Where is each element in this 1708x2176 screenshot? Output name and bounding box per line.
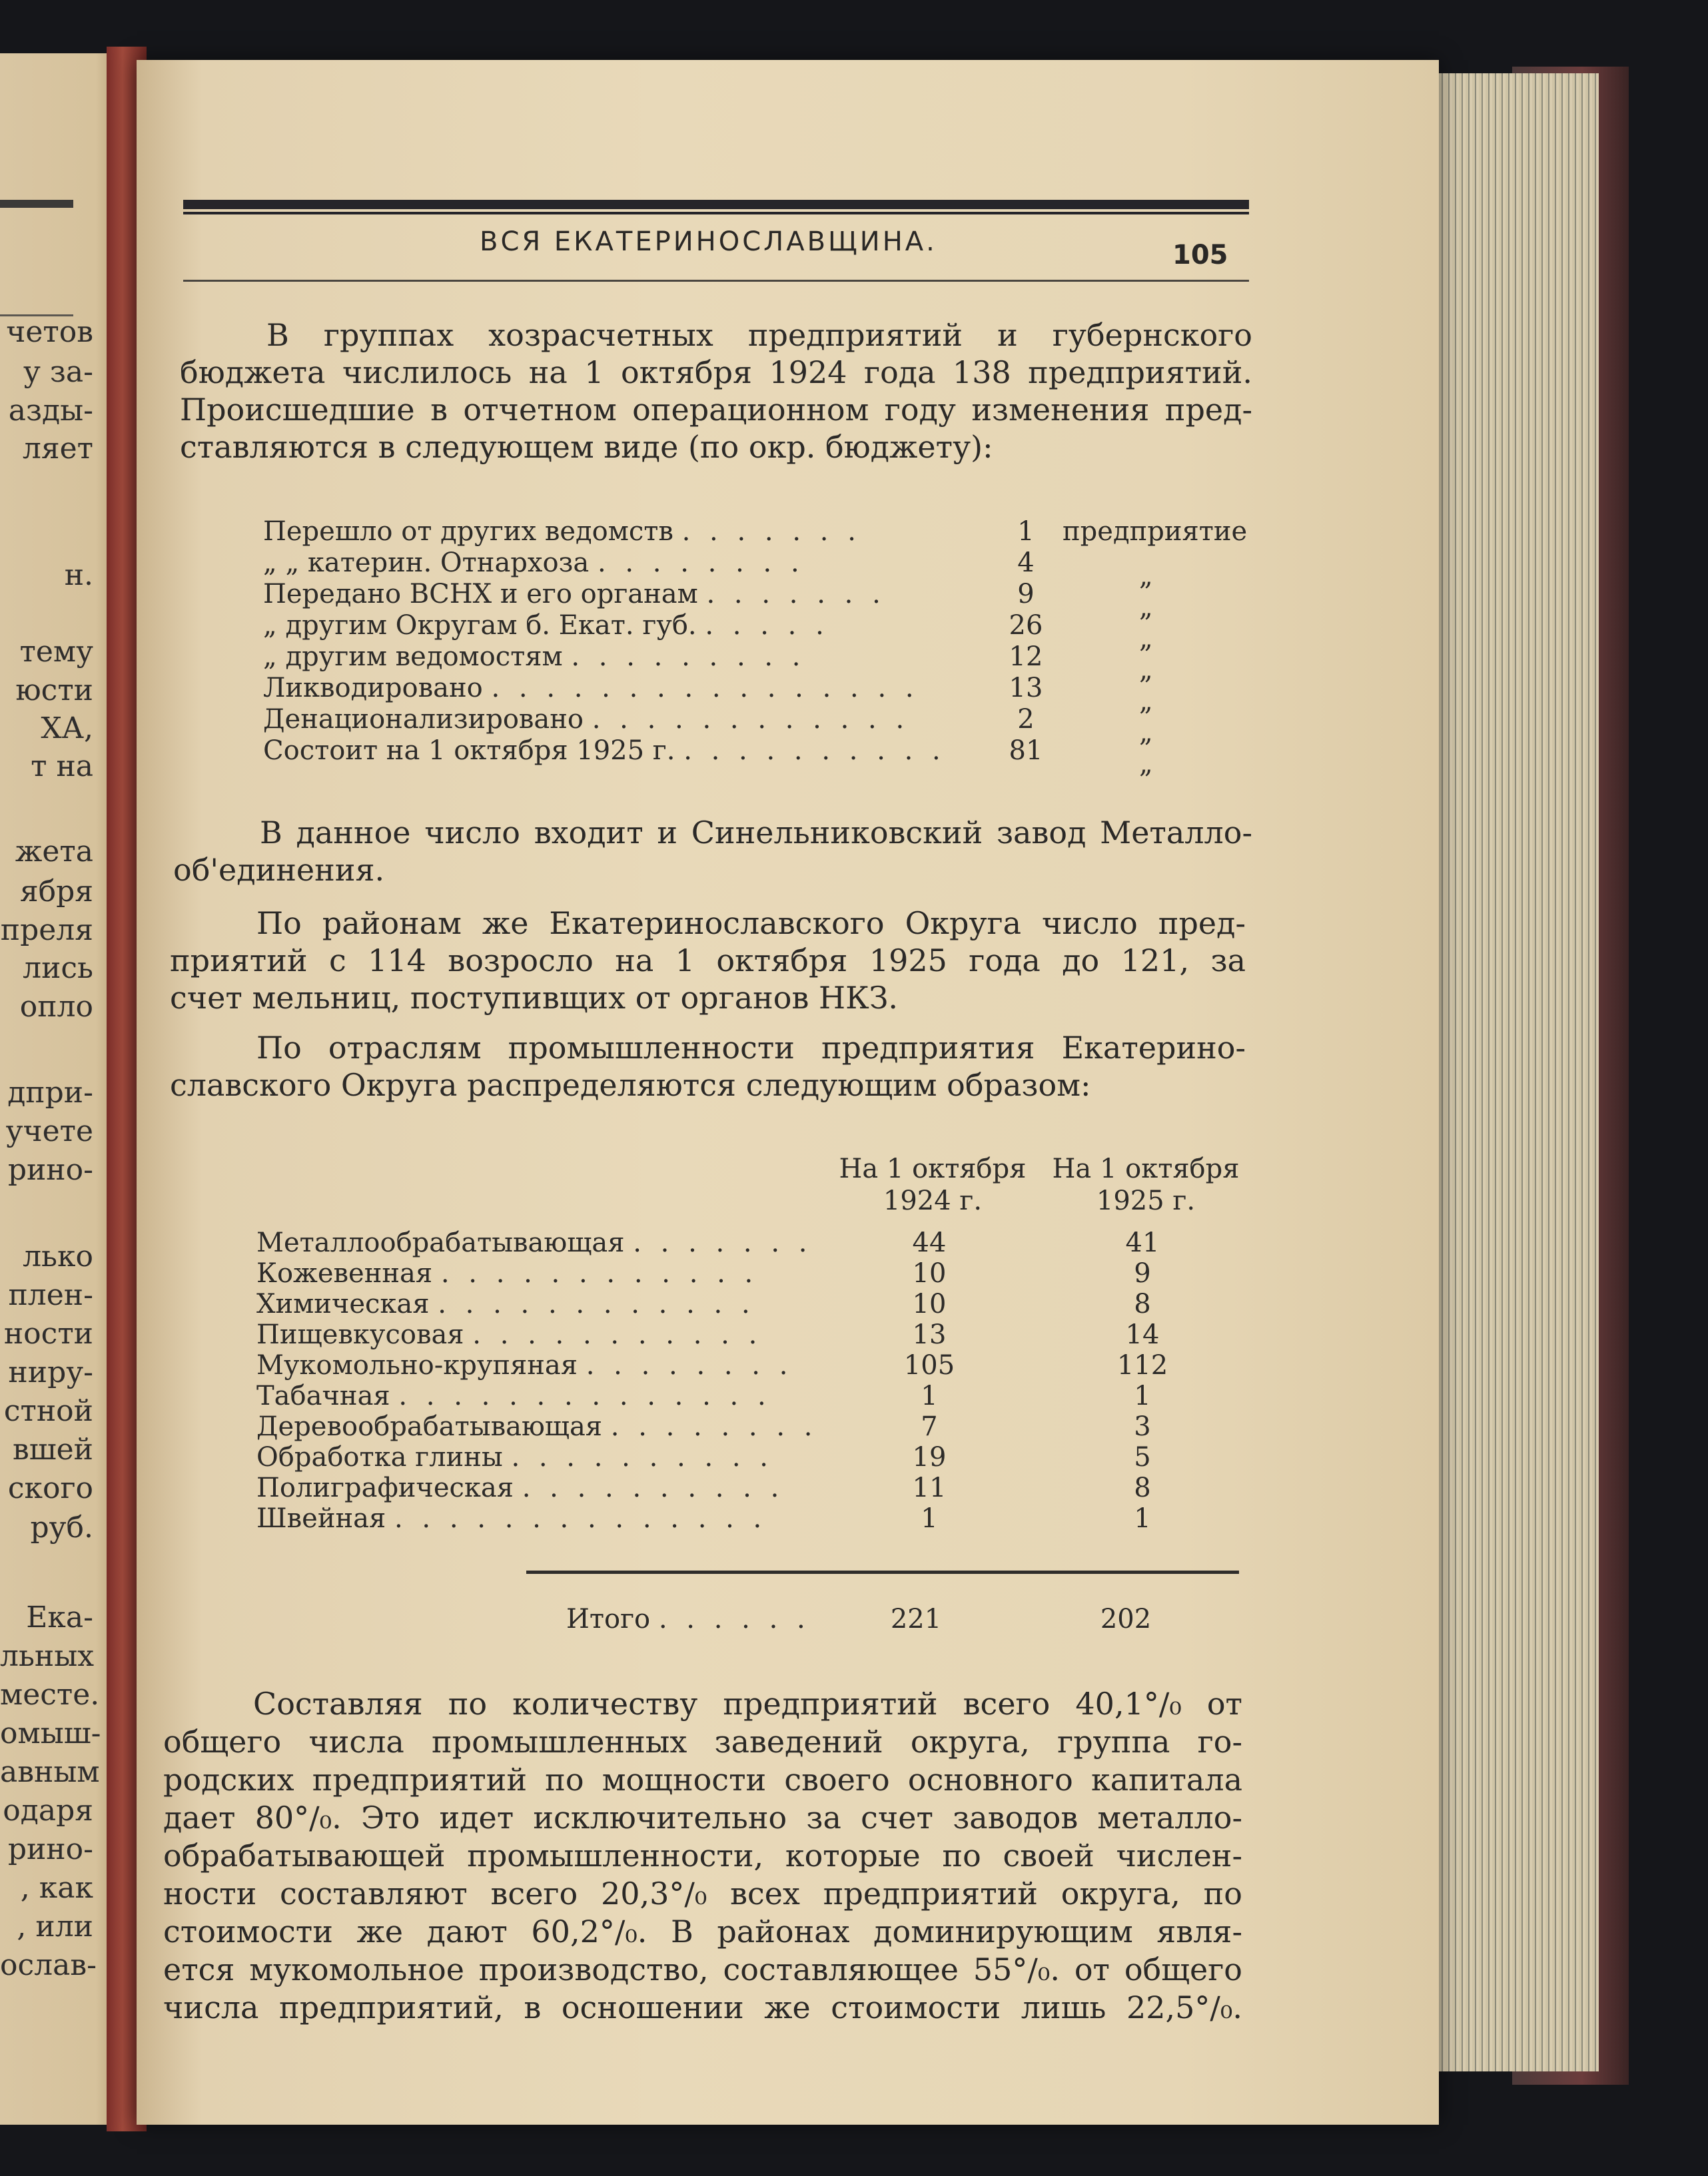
col-1925-header-line-1: На 1 октября [1052,1154,1240,1184]
table-row [256,1381,771,1411]
change-unit: „ [1139,749,1153,779]
closing-paragraph-line: стоимости же дают 60,2°/₀. В районах доминирующим явля- [163,1914,1242,1950]
industry-label: Пищевкусовая [256,1319,464,1350]
industry-label: Полиграфическая [256,1473,514,1503]
change-label: Перешло от других ведомств [263,516,673,547]
industry-label: Химическая [256,1289,430,1319]
table-row [256,1319,762,1350]
leader-dots: . . . . . . . [706,579,886,609]
intro-line-3: Происшедшие в отчетном операционном году изменения пред- [180,392,1252,428]
change-label: Ликводировано [263,673,483,703]
leader-dots: . . . . . . . . . . [511,1442,774,1473]
total-label: Итого . . . . . . [566,1604,811,1634]
change-unit: „ [1139,561,1153,591]
change-value: 4 [1017,547,1035,578]
table-row [256,1258,758,1289]
page-edges [1412,73,1599,2071]
change-unit: „ [1139,655,1153,685]
page-number: 105 [1172,240,1228,270]
value-1924: 44 [912,1228,947,1258]
value-1925: 8 [1134,1289,1151,1319]
left-page-fragment: ослав- [0,1948,97,1982]
industry-label: Швейная [256,1503,386,1534]
change-value: 1 [1017,516,1035,547]
left-page-fragment: лько [23,1240,93,1273]
table-row [256,1411,818,1442]
left-page-fragment: месте. [0,1678,100,1712]
change-value: 2 [1017,704,1035,735]
intro-line-4: ставляются в следующем виде (по окр. бюджету): [180,429,993,465]
change-unit: „ [1139,717,1153,748]
leader-dots: . . . . . . . . . . . . [438,1289,755,1319]
change-row-label [263,610,829,641]
change-unit: предприятие [1063,516,1248,547]
change-value: 12 [1009,641,1043,672]
col-1924-header-line-1: На 1 октября [839,1154,1027,1184]
para2-line-1: В данное число входит и Синельниковский завод Металло- [260,815,1252,851]
value-1925: 112 [1116,1350,1168,1381]
left-page-fragment: стной [3,1394,93,1428]
para2-line-2: об'единения. [173,852,385,888]
leader-dots: . . . . . [705,610,829,641]
leader-dots: . . . . . . . . . . [683,735,946,766]
left-page-fragment: авным [0,1755,100,1789]
table-row [256,1289,755,1319]
intro-line-1: В группах хозрасчетных предприятий и губернского [266,317,1252,353]
value-1925: 8 [1134,1473,1151,1503]
col-1924-header-line-2: 1924 г. [883,1186,983,1216]
left-page-fragment: дпри- [7,1076,93,1110]
value-1925: 9 [1134,1258,1151,1289]
para4-line-1: По отраслям промышленности предприятия Екатерино- [256,1030,1246,1066]
leader-dots: . . . . . . . [633,1228,813,1258]
value-1925: 3 [1134,1411,1151,1442]
change-value: 13 [1009,673,1043,703]
change-row-label [263,641,806,672]
closing-paragraph-line: ности составляют всего 20,3°/₀ всех предприятий округа, по [163,1876,1242,1912]
change-label: Денационализировано [263,704,584,735]
change-unit: „ [1139,686,1153,717]
header-underline [183,280,1249,282]
change-value: 26 [1009,610,1043,641]
change-label: Передано ВСНХ и его органам [263,579,698,609]
left-page-fragment: юсти [15,673,93,707]
industry-label: Деревообрабатывающая [256,1411,603,1442]
value-1924: 11 [912,1473,947,1503]
left-page-fragment: , как [20,1871,93,1905]
leader-dots: . . . . . . . [681,516,861,547]
change-label: „ „ катерин. Отнархоза [263,547,590,578]
change-row-label [263,704,909,735]
change-label: „ другим Округам б. Екат. губ. [263,610,697,641]
closing-paragraph-line: числа предприятий, в осношении же стоимости лишь 22,5°/₀. [163,1990,1242,2025]
value-1925: 1 [1134,1381,1151,1411]
closing-paragraph-line: общего числа промышленных заведений округа, группа го- [163,1724,1242,1760]
table-row [256,1228,813,1258]
leader-dots: . . . . . . . . . . [522,1473,785,1503]
industry-label: Обработка глины [256,1442,503,1473]
left-page-fragment: преля [0,913,93,947]
left-page-rule [0,200,73,208]
value-1925: 5 [1134,1442,1151,1473]
change-value: 9 [1017,579,1035,609]
para3-line-1: По районам же Екатеринославского Округа число пред- [256,905,1246,941]
value-1924: 105 [903,1350,955,1381]
closing-paragraph-line: Составляя по количеству предприятий всего 40,1°/₀ от [253,1686,1242,1722]
total-1925: 202 [1100,1604,1152,1634]
left-page-fragment: льных [0,1639,95,1673]
change-row-label [263,547,805,578]
change-row-label [263,579,886,609]
table-row [256,1350,793,1381]
value-1924: 19 [912,1442,947,1473]
leader-dots: . . . . . . . . [597,547,805,578]
value-1925: 41 [1125,1228,1160,1258]
change-label: „ другим ведомостям [263,641,563,672]
header-rule-thin [183,212,1249,214]
value-1925: 14 [1125,1319,1160,1350]
table-row [256,1473,784,1503]
value-1924: 10 [912,1289,947,1319]
left-page-fragment: вшей [12,1433,93,1467]
para3-line-2: приятий с 114 возросло на 1 октября 1925 года до 121, за [170,942,1246,978]
left-page-fragment: ября [19,875,93,908]
left-page-fragment: жета [15,835,93,869]
left-page-fragment: лись [23,951,93,985]
left-page-fragment: азды- [8,394,93,428]
left-page-fragment: тему [19,635,93,669]
closing-paragraph-line: родских предприятий по мощности своего основного капитала [163,1762,1242,1798]
left-page-fragment: ности [3,1317,93,1351]
left-page-fragment: ского [7,1471,93,1505]
left-page-fragment: н. [64,558,93,592]
leader-dots: . . . . . . . . . . . [472,1319,763,1350]
left-page-fragment: , или [17,1910,93,1944]
industry-label: Табачная [256,1381,390,1411]
value-1924: 1 [921,1381,938,1411]
left-page-fragment: плен- [8,1278,93,1312]
closing-paragraph-line: обрабатывающей промышленности, которые по своей числен- [163,1838,1242,1874]
left-page-fragment: опло [19,990,93,1024]
left-page-fragment: у за- [23,355,93,389]
left-page-fragment: т на [31,749,93,783]
leader-dots: . . . . . . . . . . . . [440,1258,759,1289]
change-row-label [263,735,946,766]
intro-line-2: бюджета числилось на 1 октября 1924 года 138 предприятий. [180,354,1252,390]
closing-paragraph-line: ется мукомольное производство, составляющее 55°/₀. от общего [163,1952,1242,1988]
left-page-fragment: ХА, [41,711,93,745]
table-row [256,1503,767,1534]
left-page-fragment: руб. [30,1511,93,1545]
table-row [256,1442,773,1473]
running-title: ВСЯ ЕКАТЕРИНОСЛАВЩИНА. [480,226,937,257]
left-page-fragment: четов [6,315,93,349]
change-label: Состоит на 1 октября 1925 г. [263,735,675,766]
change-unit: „ [1139,592,1153,623]
leader-dots: . . . . . . . . . [571,641,806,672]
left-page-fragment: ниру- [8,1355,93,1389]
left-page-fragment: омыш- [0,1716,101,1750]
change-row-label [263,673,919,703]
para3-line-3: счет мельниц, поступивщих от органов НКЗ. [170,980,899,1016]
value-1924: 13 [912,1319,947,1350]
left-page-fragment: Ека- [26,1601,93,1634]
total-rule [526,1571,1239,1574]
leader-dots: . . . . . . . . . . . . . . . . [491,673,919,703]
change-value: 81 [1009,735,1043,766]
industry-label: Мукомольно-крупяная [256,1350,578,1381]
col-1925-header-line-2: 1925 г. [1096,1186,1196,1216]
value-1924: 1 [921,1503,938,1534]
value-1924: 7 [921,1411,938,1442]
left-page-fragment: учете [5,1114,93,1148]
closing-paragraph-line: дает 80°/₀. Это идет исключительно за счет заводов металло- [163,1800,1242,1836]
left-page-fragment: рино- [7,1153,93,1187]
industry-label: Кожевенная [256,1258,433,1289]
header-rule-thick [183,200,1249,209]
total-1924: 221 [890,1604,942,1634]
value-1924: 10 [912,1258,947,1289]
industry-label: Металлообрабатывающая [256,1228,625,1258]
leader-dots: . . . . . . . . . . . . . . [398,1381,771,1411]
leader-dots: . . . . . . . . [586,1350,793,1381]
left-page-fragment: одаря [3,1794,93,1828]
change-row-label [263,516,861,547]
leader-dots: . . . . . . . . [610,1411,818,1442]
leader-dots: . . . . . . . . . . . . [592,704,910,735]
left-page-fragment: ляет [22,432,93,466]
value-1925: 1 [1134,1503,1151,1534]
change-unit: „ [1139,623,1153,654]
leader-dots: . . . . . . . . . . . . . . [394,1503,767,1534]
para4-line-2: славского Округа распределяются следующим образом: [170,1067,1091,1103]
left-page-fragment: рино- [7,1832,93,1866]
